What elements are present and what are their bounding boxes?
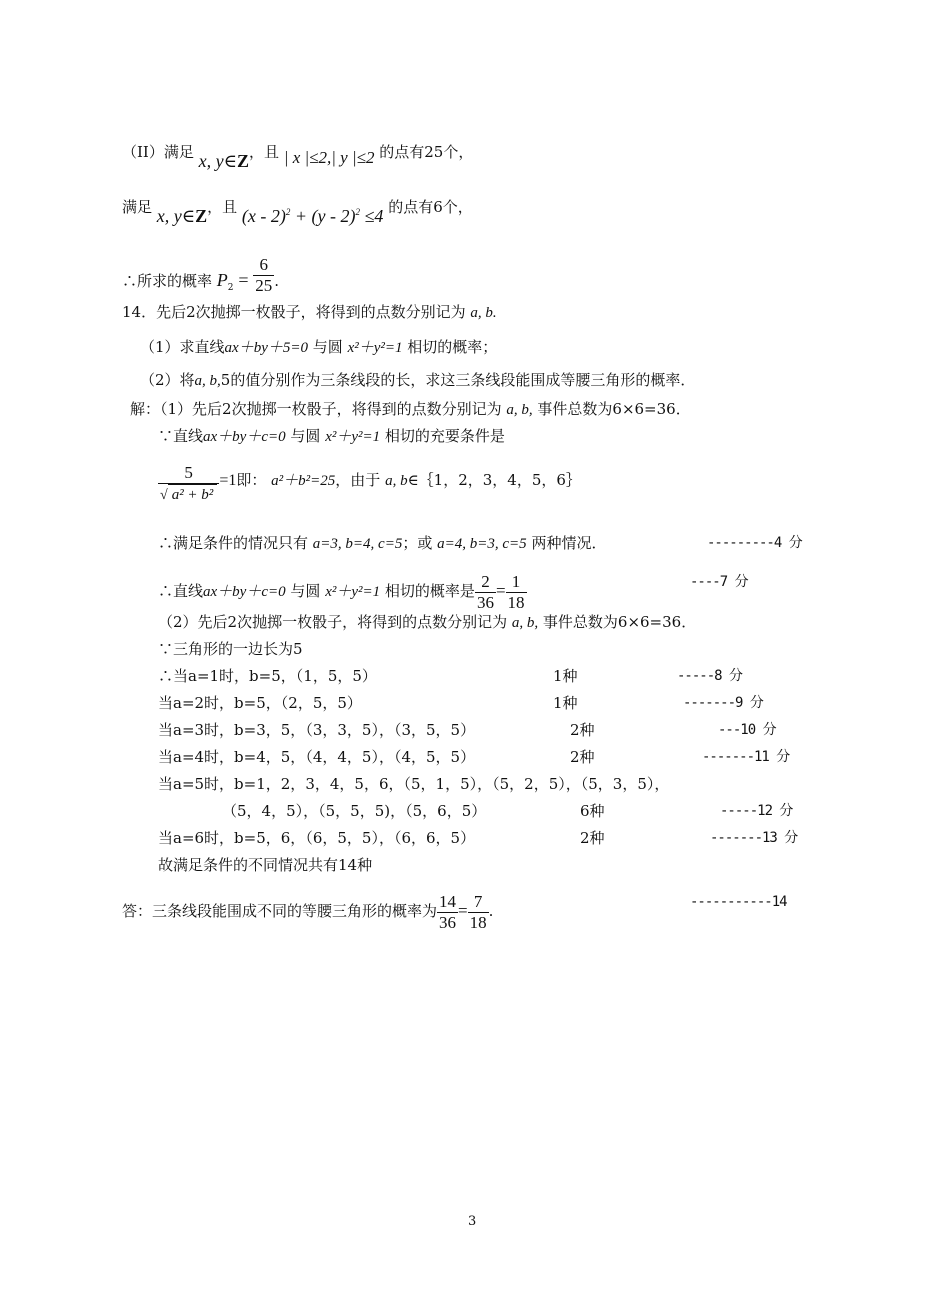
p2-probability-line: ∴所求的概率 $P_2$ = $\frac{6}{25}$ . xyxy=(122,255,280,295)
fraction-14-36: $\frac{14}{36}$ xyxy=(439,892,457,932)
fraction-6-25: $\frac{6}{25}$ xyxy=(255,255,273,295)
case-a2-count: 1种 xyxy=(553,694,578,712)
case-a6: 当a=6时，b=5，6，（6，5，5），（6，6，5） xyxy=(158,829,476,847)
question-14-part-2: （2）将a, b,5的值分别作为三条线段的长，求这三条线段能围成等腰三角形的概率． xyxy=(140,371,696,389)
p2-circle-condition-line: 满足 x, y∈Z，且 (x - 2)$^2$ + (y - 2)$^2$ ≤4 的点有6个， xyxy=(122,198,473,226)
tangent-condition-line: ∵直线ax＋by＋c=0 与圆 x²＋y²=1 相切的充要条件是 xyxy=(158,427,505,445)
score-mark-13: -------13 分 xyxy=(710,830,798,846)
score-mark-8: -----8 分 xyxy=(677,668,743,684)
case-a5-continued: （5，4，5），（5，5，5)，（5，6，5） xyxy=(222,802,487,820)
fraction-5-sqrt: $\frac{5}{\text{√ a² + b²}}$ xyxy=(158,463,219,506)
score-mark-12: -----12 分 xyxy=(720,803,793,819)
solution-part-1-intro: 解：（1）先后2次抛掷一枚骰子，将得到的点数分别记为 a, b, 事件总数为6×6=36． xyxy=(130,400,691,418)
p2-condition-line: （II）满足 x, y∈Z，且 | x |≤2,| y |≤2 的点有25个， xyxy=(122,143,474,171)
answer-line: 答：三条线段能围成不同的等腰三角形的概率为 $\frac{14}{36}$ = $\frac{7}{18}$ . xyxy=(122,892,494,932)
total-cases-line: 故满足条件的不同情况共有14种 xyxy=(158,856,373,874)
fraction-2-36: $\frac{2}{36}$ xyxy=(476,572,494,612)
fraction-7-18: $\frac{7}{18}$ xyxy=(469,892,487,932)
case-a6-count: 2种 xyxy=(580,829,605,847)
page-number: 3 xyxy=(468,1214,477,1229)
cases-line: ∴满足条件的情况只有 a=3, b=4, c=5；或 a=4, b=3, c=5 两种情况． xyxy=(158,534,607,552)
question-14-part-1: （1）求直线ax＋by＋5=0 与圆 x²＋y²=1 相切的概率； xyxy=(140,338,498,356)
case-a3-count: 2种 xyxy=(570,721,595,739)
score-mark-4: ---------4 分 xyxy=(707,535,802,551)
score-mark-7: ----7 分 xyxy=(690,574,748,590)
triangle-side-line: ∵三角形的一边长为5 xyxy=(158,640,303,658)
case-a4: 当a=4时，b=4，5，（4，4，5），（4，5，5） xyxy=(158,748,476,766)
distance-formula-line: $\frac{5}{\text{√ a² + b²}}$ =1即： a²＋b²=25，由于 a, b∈｛1，2，3，4，5，6｝ xyxy=(158,463,581,506)
case-a4-count: 2种 xyxy=(570,748,595,766)
case-a2: 当a=2时，b=5，（2，5，5） xyxy=(158,694,362,712)
score-mark-14: -----------14 xyxy=(690,894,787,910)
case-a1-count: 1种 xyxy=(553,667,578,685)
case-a5-count: 6种 xyxy=(580,802,605,820)
score-mark-11: -------11 分 xyxy=(702,749,790,765)
fraction-1-18: $\frac{1}{18}$ xyxy=(507,572,525,612)
case-a5: 当a=5时，b=1，2，3，4，5，6，（5，1，5），（5，2，5），（5，3，5）， xyxy=(158,775,670,793)
question-14-title: 14．先后2次抛掷一枚骰子，将得到的点数分别记为 a, b. xyxy=(122,303,497,321)
score-mark-10: ---10 分 xyxy=(718,722,776,738)
probability-part-1-line: ∴直线ax＋by＋c=0 与圆 x²＋y²=1 相切的概率是 $\frac{2}{36}$ = $\frac{1}{18}$ xyxy=(158,572,525,612)
score-mark-9: -------9 分 xyxy=(683,695,763,711)
case-a1: ∴当a=1时，b=5，（1，5，5） xyxy=(158,667,377,685)
case-a3: 当a=3时，b=3，5，（3，3，5），（3，5，5） xyxy=(158,721,476,739)
solution-part-2-intro: （2）先后2次抛掷一枚骰子，将得到的点数分别记为 a, b, 事件总数为6×6=36． xyxy=(158,613,697,631)
